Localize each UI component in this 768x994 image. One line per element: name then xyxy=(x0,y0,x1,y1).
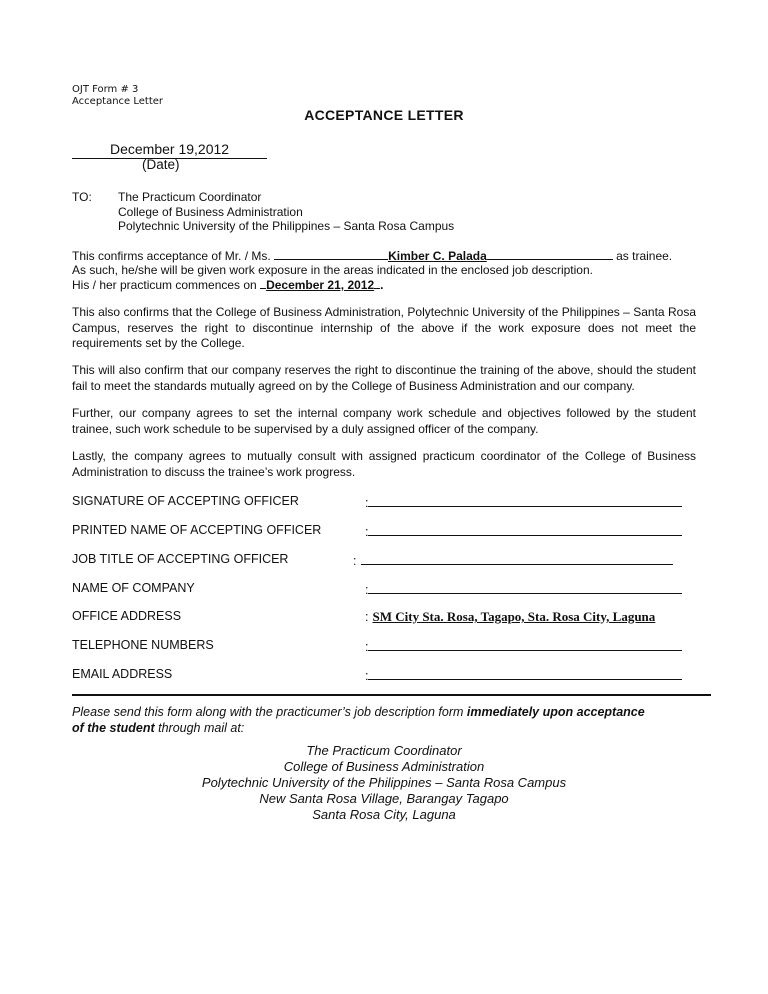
field-label-job-title: JOB TITLE OF ACCEPTING OFFICER xyxy=(72,552,289,566)
section-divider xyxy=(72,694,711,696)
field-signature[interactable]: : xyxy=(365,494,682,510)
field-telephone[interactable]: : xyxy=(365,638,682,654)
trainee-name: Kimber C. Palada xyxy=(388,249,487,263)
recipient-line-3: Polytechnic University of the Philippines – Santa Rosa Campus xyxy=(118,219,455,233)
office-address-value: SM City Sta. Rosa, Tagapo, Sta. Rosa City, Laguna xyxy=(372,609,656,624)
to-label: TO: xyxy=(72,190,92,204)
recipient-line-2: College of Business Administration xyxy=(118,205,303,219)
mailing-address-line-5: Santa Rosa City, Laguna xyxy=(312,807,456,822)
confirmation-prefix: This confirms acceptance of Mr. / Ms. xyxy=(72,249,275,263)
page-title: ACCEPTANCE LETTER xyxy=(304,107,464,123)
field-label-signature: SIGNATURE OF ACCEPTING OFFICER xyxy=(72,494,299,508)
date-caption: (Date) xyxy=(142,157,180,172)
paragraph-company-rights: This will also confirm that our company reserves the right to discontinue the training of the above, should the student fail to meet the standards mutually agreed on by the College of Business Administration and our company. xyxy=(72,363,696,393)
field-office-address[interactable]: : SM City Sta. Rosa, Tagapo, Sta. Rosa City, Laguna xyxy=(365,609,656,624)
field-label-email: EMAIL ADDRESS xyxy=(72,667,173,681)
mailing-instruction: Please send this form along with the practicumer’s job description form immediately upon acceptance of the student through mail at: xyxy=(72,705,645,735)
mailing-address-line-1: The Practicum Coordinator xyxy=(306,743,462,758)
field-job-title[interactable]: : xyxy=(353,552,673,568)
field-company[interactable]: : xyxy=(365,581,682,597)
commence-suffix: . xyxy=(380,278,384,292)
field-label-printed-name: PRINTED NAME OF ACCEPTING OFFICER xyxy=(72,523,322,537)
field-label-telephone: TELEPHONE NUMBERS xyxy=(72,638,214,652)
paragraph-work-schedule: Further, our company agrees to set the internal company work schedule and objectives followed by the student trainee, such work schedule to be supervised by a duly assigned officer of the company. xyxy=(72,406,696,436)
form-name: Acceptance Letter xyxy=(72,96,164,107)
confirmation-line-1 xyxy=(72,248,672,263)
field-label-office-address: OFFICE ADDRESS xyxy=(72,609,182,623)
mailing-address-line-4: New Santa Rosa Village, Barangay Tagapo xyxy=(259,791,509,806)
confirmation-line-3 xyxy=(72,277,383,292)
field-email[interactable]: : xyxy=(365,667,682,683)
mailing-address-line-3: Polytechnic University of the Philippines – Santa Rosa Campus xyxy=(201,775,567,790)
mailing-address-line-2: College of Business Administration xyxy=(283,759,485,774)
confirmation-suffix: as trainee. xyxy=(612,249,673,263)
form-number: OJT Form # 3 xyxy=(72,84,139,95)
start-date: December 21, 2012 xyxy=(266,278,375,292)
recipient-line-1: The Practicum Coordinator xyxy=(118,190,262,204)
date-value: December 19,2012 xyxy=(72,141,267,159)
field-label-company: NAME OF COMPANY xyxy=(72,581,195,595)
commence-prefix: His / her practicum commences on xyxy=(72,278,261,292)
confirmation-line-2: As such, he/she will be given work exposure in the areas indicated in the enclosed job description. xyxy=(72,263,593,277)
field-printed-name[interactable]: : xyxy=(365,523,682,539)
mailing-instruction-emphasis: immediately upon acceptance of the student xyxy=(72,705,645,735)
paragraph-consultation: Lastly, the company agrees to mutually consult with assigned practicum coordinator of the College of Business Administration to discuss the trainee’s work progress. xyxy=(72,449,696,479)
paragraph-college-rights: This also confirms that the College of Business Administration, Polytechnic University of the Philippines – Santa Rosa Campus, reserves the right to discontinue internship of the above if the work exposure does not meet the requirements set by the College. xyxy=(72,305,696,350)
